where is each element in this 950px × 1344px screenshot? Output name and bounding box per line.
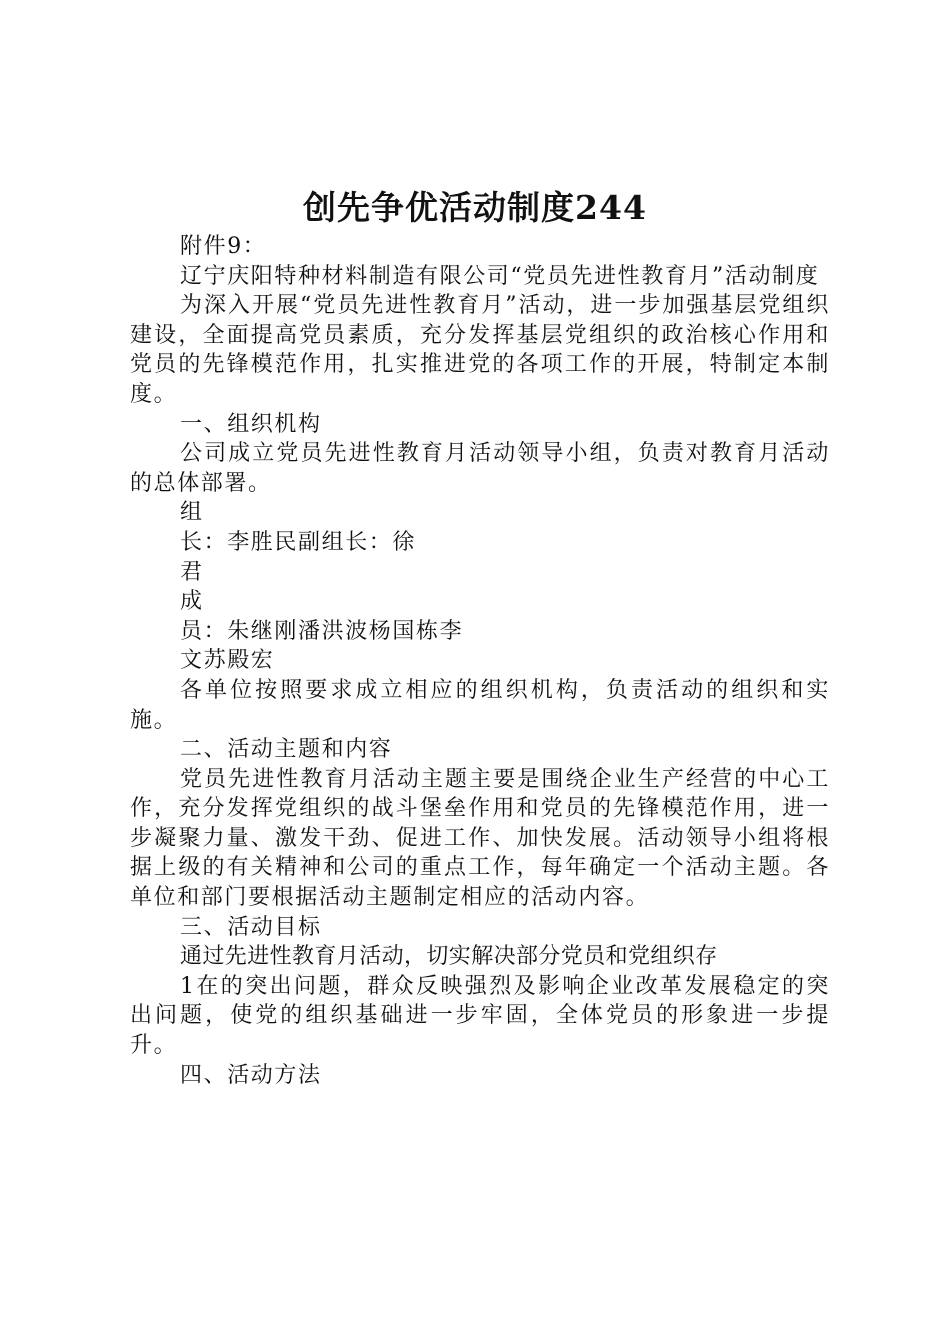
- subtitle-paragraph: 辽宁庆阳特种材料制造有限公司“党员先进性教育月”活动制度: [180, 263, 820, 289]
- roster-line: 君: [180, 559, 204, 585]
- goals-paragraph-continued: 1在的突出问题，群众反映强烈及影响企业改革发展稳定的突出问题，使党的组织基础进一步牢固，全体党员的形象进一步提升。: [130, 973, 830, 1059]
- document-body: [130, 232, 830, 1090]
- theme-paragraph: 党员先进性教育月活动主题主要是围绕企业生产经营的中心工作，充分发挥党组织的战斗堡垒作用和党员的先锋模范作用，进一步凝聚力量、激发干劲、促进工作、加快发展。活动领导小组将根据上级的有关精神和公司的重点工作，每年确定一个活动主题。各单位和部门要根据活动主题制定相应的活动内容。: [130, 766, 830, 911]
- units-paragraph: 各单位按照要求成立相应的组织机构，负责活动的组织和实施。: [130, 677, 830, 733]
- roster-line: 长：李胜民副组长：徐: [180, 529, 417, 555]
- document-title: 创先争优活动制度244: [303, 188, 647, 227]
- attachment-label: 附件9：: [180, 234, 267, 259]
- intro-paragraph: 为深入开展“党员先进性教育月”活动，进一步加强基层党组织建设，全面提高党员素质，充分发挥基层党组织的政治核心作用和党员的先锋模范作用，扎实推进党的各项工作的开展，特制定本制度。: [130, 293, 830, 407]
- roster-line: 文苏殿宏: [180, 648, 275, 674]
- section-heading-methods: 四、活动方法: [180, 1062, 322, 1088]
- roster-line: 成: [180, 589, 204, 615]
- roster-line: 组: [180, 500, 204, 526]
- section-heading-organization: 一、组织机构: [180, 411, 322, 437]
- organization-paragraph: 公司成立党员先进性教育月活动领导小组，负责对教育月活动的总体部署。: [130, 441, 830, 496]
- roster-line: 员：朱继刚潘洪波杨国栋李: [180, 618, 464, 644]
- goals-paragraph-start: 通过先进性教育月活动，切实解决部分党员和党组织存: [180, 944, 718, 970]
- section-heading-goals: 三、活动目标: [180, 914, 322, 940]
- section-heading-theme: 二、活动主题和内容: [180, 737, 393, 763]
